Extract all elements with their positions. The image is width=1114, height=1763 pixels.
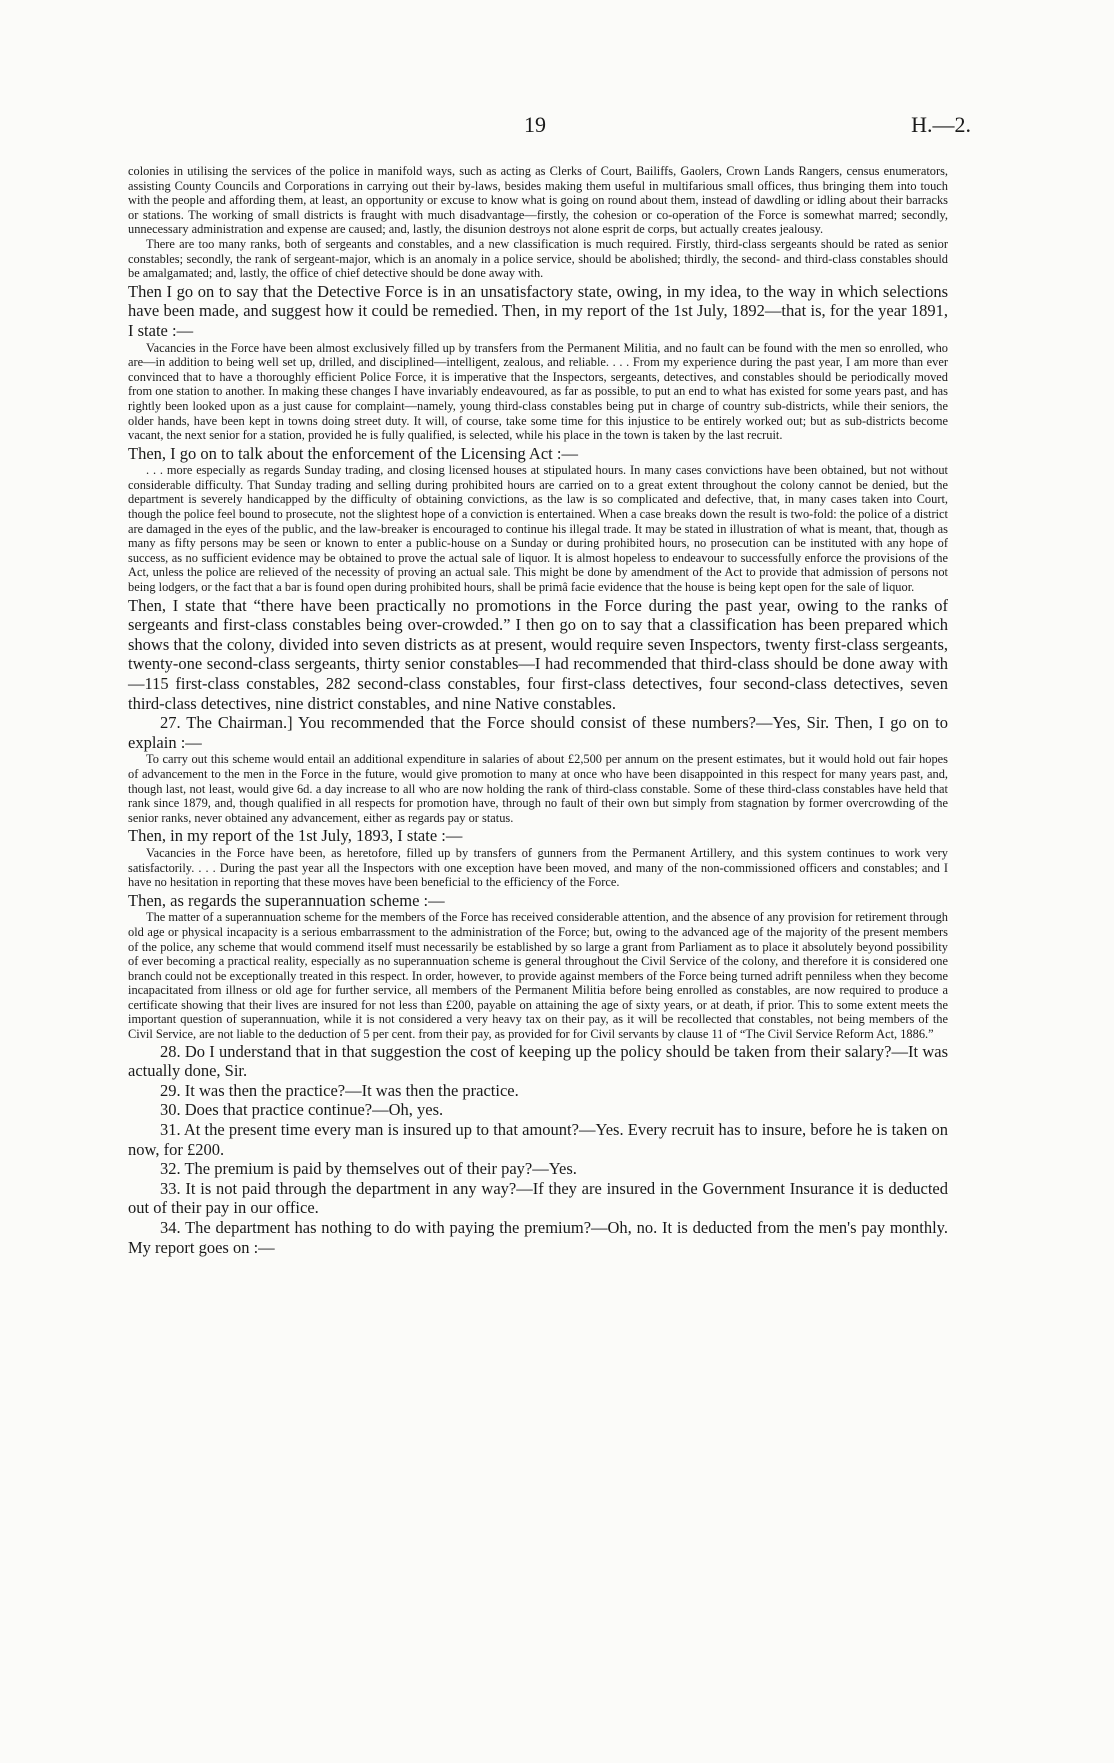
page-header bbox=[0, 112, 1114, 144]
narrative-paragraph: Then I go on to say that the Detective Force is in an unsatisfactory state, owing, in my idea, to the way in which selections have been made, and suggest how it could be remedied. Then, in my report of the 1st July, 1892—that is, for the year 1891, I state :— bbox=[128, 281, 948, 340]
quoted-paragraph: The matter of a superannuation scheme for the members of the Force has received considerable attention, and the absence of any provision for retirement through old age or physical incapacity is a serious embarrassment to the administration of the Force; but, owing to the advanced age of the majority of the present members of the police, any scheme that would commend itself must necessarily be established by so large a grant from Parliament as to place it absolutely beyond possibility of ever becoming a practical reality, especially as no superannuation scheme is general throughout the Civil Service of the colony, and therefore it is considered one branch could not be exceptionally treated in this respect. In order, however, to provide against members of the Force being turned adrift penniless when they become incapacitated from illness or old age for further service, all members of the Permanent Militia before being enrolled as constables, are now required to produce a certificate showing that their lives are insured for not less than £200, payable on attaining the age of sixty years, or at death, if prior. This to some extent meets the important question of superannuation, while it is not considered a very heavy tax on their pay, as it will be recollected that constables, not being members of the Civil Service, are not liable to the deduction of 5 per cent. from their pay, as provided for for Civil servants by clause 11 of “The Civil Service Reform Act, 1886.” bbox=[128, 910, 948, 1042]
quoted-paragraph: . . . more especially as regards Sunday trading, and closing licensed houses at stipulated hours. In many cases convictions have been obtained, but not without considerable difficulty. That Sunday trading and selling during prohibited hours are carried on to a great extent throughout the colony cannot be denied, but the department is severely handicapped by the difficulty of obtaining convictions, as the law is so complicated and defective, that, in many cases taken into Court, though the police feel bound to prosecute, not the slightest hope of a conviction is entertained. When a case breaks down the result is two-fold: the police of a district are damaged in the eyes of the public, and the law-breaker is encouraged to continue his illegal trade. It may be stated in illustration of what is meant, that, though as many as fifty persons may be seen or known to enter a public-house on a Sunday or during prohibited hours, no prosecution can be instituted with any hope of success, as no sufficient evidence may be obtained to prove the actual sale of liquor. It is almost hopeless to endeavour to successfully enforce the provisions of the Act, unless the police are relieved of the necessity of proving an actual sale. This might be done by amendment of the Act to provide that admission of persons not being lodgers, or the fact that a bar is found open during prohibited hours, shall be primâ facie evidence that the house is being kept open for the sale of liquor. bbox=[128, 463, 948, 595]
page-number: 19 bbox=[524, 112, 546, 137]
question-answer: 29. It was then the practice?—It was then the practice. bbox=[160, 1080, 519, 1100]
quoted-paragraph: colonies in utilising the services of the police in manifold ways, such as acting as Clerks of Court, Bailiffs, Gaolers, Crown Lands Rangers, census enumerators, assisting County Councils and Corporations in carrying out their by-laws, besides making them useful in multifarious small offices, thus bringing them into touch with the people and affording them, at least, an opportunity or excuse to know what is going on round about them, instead of dawdling or idling about their barracks or stations. The working of small districts is fraught with much disadvantage—firstly, the cohesion or co-operation of the Force is somewhat marred; secondly, unnecessary administration and expense are caused; and, lastly, the disunion destroys not alone esprit de corps, but actually creates jealousy. bbox=[128, 164, 948, 237]
question-answer: 27. The Chairman.] You recommended that the Force should consist of these numbers?—Yes, Sir. Then, I go on to explain :— bbox=[128, 713, 948, 752]
page-body bbox=[128, 164, 948, 1257]
question-answer: 32. The premium is paid by themselves out of their pay?—Yes. bbox=[160, 1159, 577, 1179]
quoted-paragraph: Vacancies in the Force have been almost exclusively filled up by transfers from the Permanent Militia, and no fault can be found with the men so enrolled, who are—in addition to being well set up, drilled, and disciplined—intelligent, zealous, and reliable. . . . From my experience during the past year, I am more than ever convinced that to have a thoroughly efficient Police Force, it is imperative that the Inspectors, sergeants, detectives, and constables should be periodically moved from one station to another. In making these changes I have invariably endeavoured, as far as possible, to put an end to what has existed for some years past, and has rightly been looked upon as a just cause for complaint—namely, young third-class constables being put in charge of country sub-districts, while their seniors, the older hands, have been kept in towns doing street duty. It will, of course, take some time for this injustice to be entirely worked out; but as sub-districts become vacant, the next senior for a station, provided he is fully qualified, is selected, while his place in the town is taken by the last recruit. bbox=[128, 340, 948, 443]
narrative-paragraph: Then, as regards the superannuation scheme :— bbox=[128, 890, 445, 910]
question-answer: 34. The department has nothing to do with paying the premium?—Oh, no. It is deducted from the men's pay monthly. My report goes on :— bbox=[128, 1218, 948, 1257]
question-answer: 28. Do I understand that in that suggestion the cost of keeping up the policy should be taken from their salary?—It was actually done, Sir. bbox=[128, 1041, 948, 1081]
quoted-paragraph: There are too many ranks, both of sergeants and constables, and a new classification is much required. Firstly, third-class sergeants should be rated as senior constables; secondly, the rank of sergeant-major, which is an anomaly in a police service, should be abolished; thirdly, the second- and third-class constables should be amalgamated; and, lastly, the office of chief detective should be done away with. bbox=[128, 236, 948, 281]
narrative-paragraph: Then, I state that “there have been practically no promotions in the Force during the past year, owing to the ranks of sergeants and first-class constables being over-crowded.” I then go on to say that a classification has been prepared which shows that the colony, divided into seven districts as at present, would require seven Inspectors, twenty first-class sergeants, twenty-one second-class sergeants, thirty senior constables—I had recommended that third-class should be done away with—115 first-class constables, 282 second-class constables, four first-class detectives, four second-class detectives, seven third-class detectives, nine district constables, and nine Native constables. bbox=[128, 595, 948, 713]
question-answer: 33. It is not paid through the department in any way?—If they are insured in the Government Insurance it is deducted out of their pay in our office. bbox=[128, 1178, 948, 1218]
quoted-paragraph: Vacancies in the Force have been, as heretofore, filled up by transfers of gunners from the Permanent Artillery, and this system continues to work very satisfactorily. . . . During the past year all the Inspectors with one exception have been moved, and many of the non-commissioned officers and constables; and I have no hesitation in reporting that these moves have been beneficial to the efficiency of the Force. bbox=[128, 845, 948, 890]
narrative-paragraph: Then, in my report of the 1st July, 1893, I state :— bbox=[128, 826, 463, 846]
question-answer: 30. Does that practice continue?—Oh, yes. bbox=[160, 1100, 444, 1120]
narrative-paragraph: Then, I go on to talk about the enforcement of the Licensing Act :— bbox=[128, 443, 578, 463]
document-reference: H.—2. bbox=[911, 112, 971, 137]
question-answer: 31. At the present time every man is insured up to that amount?—Yes. Every recruit has to insure, before he is taken on now, for £200. bbox=[128, 1120, 948, 1159]
quoted-paragraph: To carry out this scheme would entail an additional expenditure in salaries of about £2,500 per annum on the present estimates, but it would hold out fair hopes of advancement to the men in the Force in the future, would give promotion to many at once who have been disappointed in this respect for many years past, and, though last, not least, would give 6d. a day increase to all who are now holding the rank of third-class constable. Some of these third-class constables have held that rank since 1879, and, though qualified in all respects for promotion have, through no fault of their own but simply from stagnation by former overcrowding of the senior ranks, never obtained any advancement, either as regards pay or status. bbox=[128, 752, 948, 825]
